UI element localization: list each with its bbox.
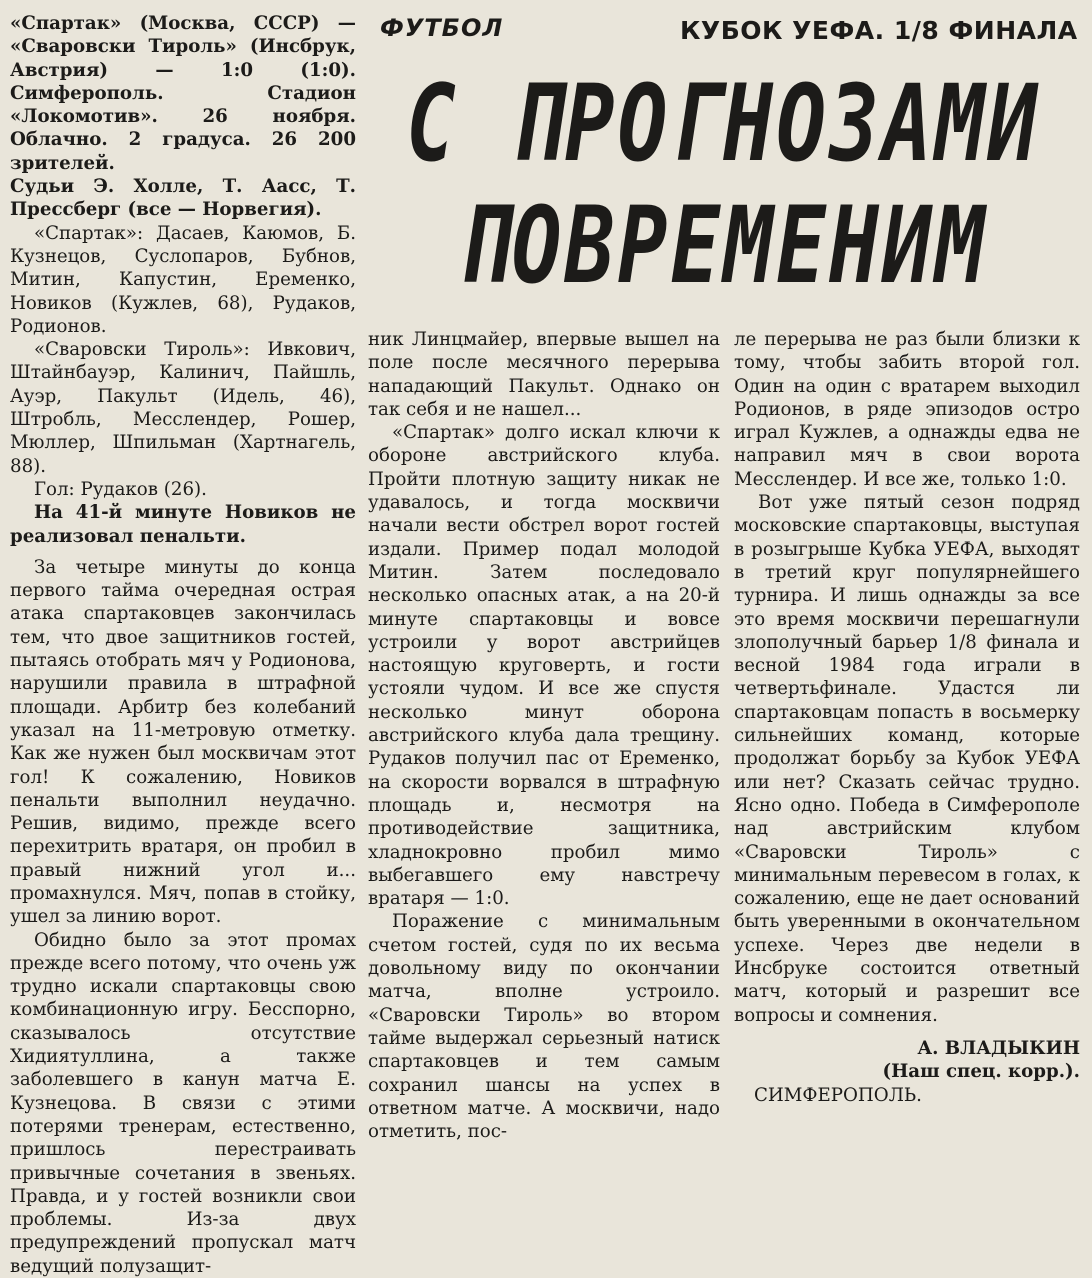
tournament-title: КУБОК УЕФА. 1/8 ФИНАЛА [680,16,1078,45]
author-role: (Наш спец. корр.). [882,1061,1080,1083]
dateline-city: СИМФЕРОПОЛЬ. [754,1084,922,1106]
article-paragraph: За четыре минуты до конца первого тайма очередная острая атака спартаковцев закончилась тем, что двое защитников гостей, пытаясь отобрать мяч у Родионова, нарушили правила в штрафной площади. Арбитр без колебаний указал на 11-метровую отметку. Как же нужен был москвичам этот гол! К сожалению, Новиков пенальти выполнил неудачно. Решив, видимо, прежде всего перехитрить вратаря, он пробил в правый нижний угол и... промахнулся. Мяч, попав в стойку, ушел за линию ворот. [10,556,356,928]
match-referees: Судьи Э. Холле, Т. Аасс, Т. Прессберг (все — Норвегия). [10,176,356,221]
author-name: А. ВЛАДЫКИН [917,1037,1080,1059]
article-paragraph: Вот уже пятый сезон подряд московские спартаковцы, выступая в розыгрыше Кубка УЕФА, выходят в третий круг популярнейшего турнира. И лишь однажды за все это время москвичи перешагнули злополучный барьер 1/8 финала и весной 1984 года играли в четвертьфинале. Удастся ли спартаковцам попасть в восьмерку сильнейших команд, которые продолжат борьбу за Кубок УЕФА или нет? Сказать сейчас трудно. Ясно одно. Победа в Симферополе над австрийским клубом «Сваровски Тироль» с минимальным перевесом в голах, к сожалению, еще не дает оснований быть уверенными в окончательном успехе. Через две недели в Инсбруке состоится ответный матч, который и разрешит все вопросы и сомнения. [734,492,1080,1026]
headline-line-2: ПОВРЕМЕНИМ [458,184,988,307]
article-paragraph: Поражение с минимальным счетом гостей, судя по их весьма довольному виду по окончании матча, вполне устроило. «Сваровски Тироль» во втором тайме выдержал серьезный натиск спартаковцев и тем самым сохранил шансы на успех в ответном матче. А москвичи, надо отметить, пос- [368,911,720,1143]
article-column-1 [10,12,356,1278]
article-column-3 [734,328,1080,1107]
section-rubric: ФУТБОЛ [380,14,504,42]
penalty-note: На 41-й минуте Новиков не реализовал пенальти. [10,502,356,547]
match-result-line: «Спартак» (Москва, СССР) — «Сваровски Тироль» (Инсбрук, Австрия) — 1:0 (1:0). Симферополь. Стадион «Локомотив». 26 ноября. Облачно. 2 градуса. 26 200 зрителей. [10,13,356,174]
article-paragraph: ник Линцмайер, впервые вышел на поле после месячного перерыва нападающий Пакульт. Однако он так себя и не нашел... [368,329,720,420]
article-paragraph: ле перерыва не раз были близки к тому, чтобы забить второй гол. Один на один с вратарем выходил Родионов, в ряде эпизодов остро играл Кужлев, а однажды едва не направил мяч в свои ворота Месслендер. И все же, только 1:0. [734,329,1080,490]
article-paragraph: «Спартак» долго искал ключи к обороне австрийского клуба. Пройти плотную защиту никак не удавалось, и тогда москвичи начали вести обстрел ворот гостей издали. Пример подал молодой Митин. Затем последовало несколько опасных атак, а на 20-й минуте спартаковцы и вовсе устроили у ворот австрийцев настоящую круговерть, и гости устояли чудом. И все же спустя несколько минут оборона австрийского клуба дала трещину. Рудаков получил пас от Еременко, на скорости ворвался в штрафную площадь и, несмотря на противодействие защитника, хладнокровно пробил мимо выбегавшего ему навстречу вратаря — 1:0. [368,422,720,910]
article-paragraph: Обидно было за этот промах прежде всего потому, что очень уж трудно искали спартаковцы свою комбинационную игру. Бесспорно, сказывалось отсутствие Хидиятуллина, а также заболевшего в канун матча Е. Кузнецова. В связи с этими потерями тренерам, естественно, пришлось перестраивать привычные сочетания в звеньях. Правда, и у гостей возникли свои проблемы. Из-за двух предупреждений пропускал матч ведущий полузащит- [10,929,356,1277]
tirol-lineup: «Сваровски Тироль»: Ивкович, Штайнбауэр, Калинич, Пайшль, Ауэр, Пакульт (Идель, 46), Штробль, Месслендер, Рошер, Мюллер, Шпильман (Хартнагель, 88). [10,339,356,477]
goal-scorer: Гол: Рудаков (26). [34,478,207,500]
article-column-2 [368,328,720,1143]
spartak-lineup: «Спартак»: Дасаев, Каюмов, Б. Кузнецов, Суслопаров, Бубнов, Митин, Капустин, Еременко, Новиков (Кужлев, 68), Рудаков, Родионов. [10,222,356,337]
headline-line-1: С ПРОГНОЗАМИ [406,62,1041,185]
